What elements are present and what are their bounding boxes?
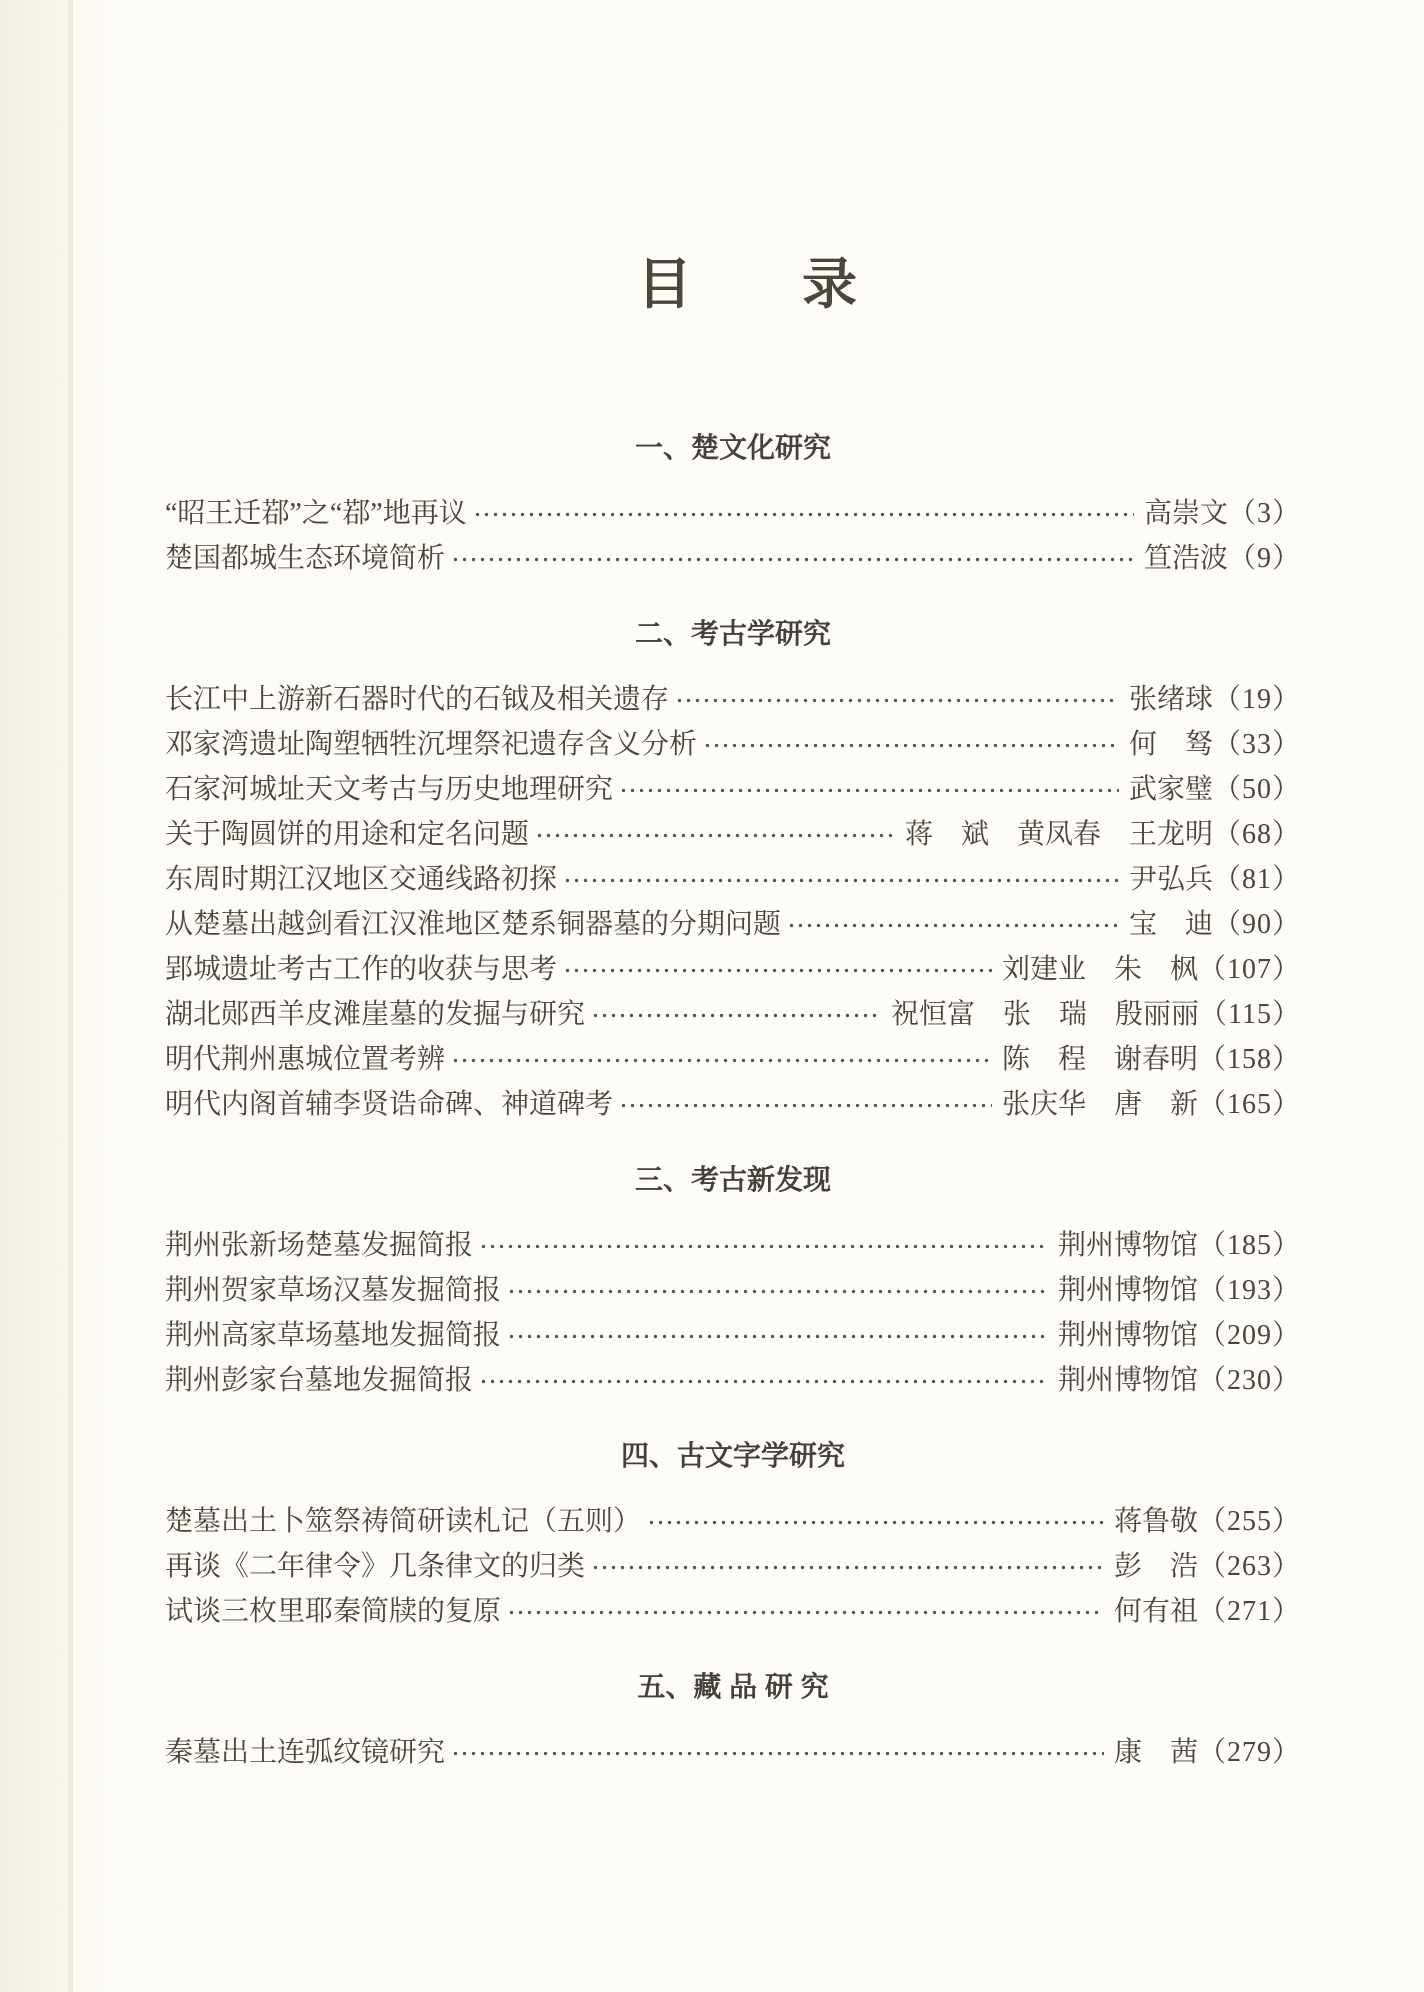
dotted-leader bbox=[535, 809, 895, 854]
toc-content bbox=[165, 0, 1301, 1772]
toc-entry bbox=[165, 1727, 1301, 1772]
section-entries bbox=[165, 674, 1301, 1124]
toc-entry bbox=[165, 1310, 1301, 1355]
entry-title: 荆州张新场楚墓发掘简报 bbox=[165, 1229, 474, 1261]
entry-title: 湖北郧西羊皮滩崖墓的发掘与研究 bbox=[165, 998, 586, 1030]
toc-entry bbox=[165, 719, 1301, 764]
toc-entry bbox=[165, 809, 1301, 854]
dotted-leader bbox=[787, 899, 1119, 944]
entry-authors: 高崇文 bbox=[1143, 497, 1228, 529]
toc-entry bbox=[165, 533, 1301, 578]
toc-section bbox=[165, 1160, 1301, 1400]
section-header: 五、藏 品 研 究 bbox=[637, 1671, 829, 1702]
toc-entry bbox=[165, 1586, 1301, 1631]
page-title: 目 录 bbox=[636, 254, 857, 315]
entry-right bbox=[891, 992, 1301, 1032]
entry-title: 明代荆州惠城位置考辨 bbox=[165, 1043, 446, 1075]
entry-right bbox=[1058, 1358, 1301, 1398]
entry-page-number: （3） bbox=[1227, 497, 1301, 529]
dotted-leader bbox=[563, 854, 1119, 899]
section-entries bbox=[165, 1220, 1301, 1400]
section-header: 三、考古新发现 bbox=[634, 1164, 831, 1195]
entry-authors: 蒋鲁敬 bbox=[1113, 1505, 1198, 1537]
dotted-leader bbox=[507, 1265, 1048, 1310]
dotted-leader bbox=[507, 1586, 1104, 1631]
entry-page-number: （19） bbox=[1212, 683, 1301, 715]
dotted-leader bbox=[451, 1727, 1104, 1772]
entry-title: 楚墓出土卜筮祭祷简研读札记（五则） bbox=[165, 1505, 642, 1537]
toc-section bbox=[165, 614, 1301, 1124]
entry-page-number: （279） bbox=[1197, 1736, 1301, 1768]
toc-entry bbox=[165, 674, 1301, 719]
entry-authors: 荆州博物馆 bbox=[1057, 1274, 1198, 1306]
entry-title: 明代内阁首辅李贤诰命碑、神道碑考 bbox=[165, 1088, 614, 1120]
toc-entry bbox=[165, 899, 1301, 944]
section-header: 四、古文字学研究 bbox=[620, 1440, 845, 1471]
entry-title: “昭王迁鄀”之“鄀”地再议 bbox=[165, 497, 467, 529]
entry-title: 再谈《二年律令》几条律文的归类 bbox=[165, 1550, 586, 1582]
entry-title: 东周时期江汉地区交通线路初探 bbox=[165, 863, 558, 895]
section-entries bbox=[165, 1727, 1301, 1772]
toc-entry bbox=[165, 1541, 1301, 1586]
entry-authors: 武家璧 bbox=[1128, 773, 1213, 805]
entry-title: 荆州彭家台墓地发掘简报 bbox=[165, 1364, 474, 1396]
entry-title: 长江中上游新石器时代的石钺及相关遗存 bbox=[165, 683, 670, 715]
entry-title: 郢城遗址考古工作的收获与思考 bbox=[165, 953, 558, 985]
entry-authors: 荆州博物馆 bbox=[1057, 1319, 1198, 1351]
toc-entry bbox=[165, 989, 1301, 1034]
toc-section bbox=[165, 1436, 1301, 1631]
dotted-leader bbox=[647, 1496, 1104, 1541]
entry-page-number: （165） bbox=[1197, 1088, 1301, 1120]
dotted-leader bbox=[479, 1355, 1048, 1400]
toc-sections bbox=[165, 428, 1301, 1772]
entry-page-number: （185） bbox=[1197, 1229, 1301, 1261]
toc-entry bbox=[165, 1496, 1301, 1541]
entry-title: 荆州贺家草场汉墓发掘简报 bbox=[165, 1274, 502, 1306]
entry-page-number: （263） bbox=[1197, 1550, 1301, 1582]
entry-right bbox=[1114, 1730, 1301, 1770]
toc-entry bbox=[165, 488, 1301, 533]
entry-authors: 张庆华 唐 新 bbox=[1001, 1088, 1198, 1120]
dotted-leader bbox=[675, 674, 1119, 719]
entry-right bbox=[1114, 1589, 1301, 1629]
entry-title: 楚国都城生态环境简析 bbox=[165, 542, 446, 574]
entry-authors: 荆州博物馆 bbox=[1057, 1364, 1198, 1396]
entry-title: 邓家湾遗址陶塑牺牲沉埋祭祀遗存含义分析 bbox=[165, 728, 698, 760]
dotted-leader bbox=[451, 1034, 992, 1079]
entry-page-number: （107） bbox=[1197, 953, 1301, 985]
entry-title: 从楚墓出越剑看江汉淮地区楚系铜器墓的分期问题 bbox=[165, 908, 782, 940]
dotted-leader bbox=[703, 719, 1119, 764]
entry-right bbox=[1058, 1223, 1301, 1263]
entry-authors: 陈 程 谢春明 bbox=[1001, 1043, 1198, 1075]
dotted-leader bbox=[451, 533, 1134, 578]
toc-entry bbox=[165, 1220, 1301, 1265]
entry-right bbox=[1129, 767, 1301, 807]
entry-authors: 何 驽 bbox=[1128, 728, 1213, 760]
entry-authors: 尹弘兵 bbox=[1128, 863, 1213, 895]
dotted-leader bbox=[473, 488, 1134, 533]
entry-right bbox=[905, 812, 1301, 852]
entry-right bbox=[1144, 536, 1301, 576]
entry-right bbox=[1129, 902, 1301, 942]
toc-entry bbox=[165, 764, 1301, 809]
entry-page-number: （230） bbox=[1197, 1364, 1301, 1396]
toc-section bbox=[165, 1667, 1301, 1772]
entry-page-number: （271） bbox=[1197, 1595, 1301, 1627]
entry-page-number: （115） bbox=[1199, 998, 1301, 1030]
entry-authors: 蒋 斌 黄凤春 王龙明 bbox=[904, 818, 1213, 850]
entry-authors: 康 茜 bbox=[1113, 1736, 1198, 1768]
entry-right bbox=[1058, 1313, 1301, 1353]
dotted-leader bbox=[591, 1541, 1104, 1586]
entry-page-number: （90） bbox=[1212, 908, 1301, 940]
dotted-leader bbox=[563, 944, 992, 989]
entry-page-number: （158） bbox=[1197, 1043, 1301, 1075]
dotted-leader bbox=[479, 1220, 1048, 1265]
entry-right bbox=[1058, 1268, 1301, 1308]
entry-authors: 张绪球 bbox=[1128, 683, 1213, 715]
entry-page-number: （193） bbox=[1197, 1274, 1301, 1306]
toc-entry bbox=[165, 1034, 1301, 1079]
entry-title: 秦墓出土连弧纹镜研究 bbox=[165, 1736, 446, 1768]
dotted-leader bbox=[591, 989, 881, 1034]
section-header: 二、考古学研究 bbox=[634, 618, 831, 649]
entry-right bbox=[1002, 1037, 1301, 1077]
entry-page-number: （68） bbox=[1212, 818, 1301, 850]
entry-right bbox=[1002, 1082, 1301, 1122]
entry-page-number: （50） bbox=[1212, 773, 1301, 805]
entry-page-number: （209） bbox=[1197, 1319, 1301, 1351]
dotted-leader bbox=[507, 1310, 1048, 1355]
section-entries bbox=[165, 1496, 1301, 1631]
entry-authors: 刘建业 朱 枫 bbox=[1001, 953, 1198, 985]
toc-entry bbox=[165, 1265, 1301, 1310]
toc-entry bbox=[165, 944, 1301, 989]
entry-authors: 祝恒富 张 瑞 殷丽丽 bbox=[891, 998, 1200, 1030]
entry-authors: 何有祖 bbox=[1113, 1595, 1198, 1627]
entry-title: 关于陶圆饼的用途和定名问题 bbox=[165, 818, 530, 850]
entry-right bbox=[1114, 1544, 1301, 1584]
entry-page-number: （81） bbox=[1212, 863, 1301, 895]
toc-entry bbox=[165, 854, 1301, 899]
toc-entry bbox=[165, 1355, 1301, 1400]
entry-right bbox=[1129, 722, 1301, 762]
entry-right bbox=[1002, 947, 1301, 987]
toc-entry bbox=[165, 1079, 1301, 1124]
section-entries bbox=[165, 488, 1301, 578]
entry-page-number: （9） bbox=[1227, 542, 1301, 574]
entry-authors: 彭 浩 bbox=[1113, 1550, 1198, 1582]
section-header: 一、楚文化研究 bbox=[634, 432, 831, 463]
dotted-leader bbox=[619, 764, 1119, 809]
entry-authors: 笪浩波 bbox=[1143, 542, 1228, 574]
dotted-leader bbox=[619, 1079, 992, 1124]
entry-title: 石家河城址天文考古与历史地理研究 bbox=[165, 773, 614, 805]
entry-authors: 宝 迪 bbox=[1128, 908, 1213, 940]
entry-page-number: （255） bbox=[1197, 1505, 1301, 1537]
entry-title: 试谈三枚里耶秦简牍的复原 bbox=[165, 1595, 502, 1627]
entry-right bbox=[1144, 491, 1301, 531]
toc-section bbox=[165, 428, 1301, 578]
entry-right bbox=[1129, 857, 1301, 897]
entry-right bbox=[1129, 677, 1301, 717]
entry-page-number: （33） bbox=[1212, 728, 1301, 760]
entry-authors: 荆州博物馆 bbox=[1057, 1229, 1198, 1261]
entry-right bbox=[1114, 1499, 1301, 1539]
entry-title: 荆州高家草场墓地发掘简报 bbox=[165, 1319, 502, 1351]
